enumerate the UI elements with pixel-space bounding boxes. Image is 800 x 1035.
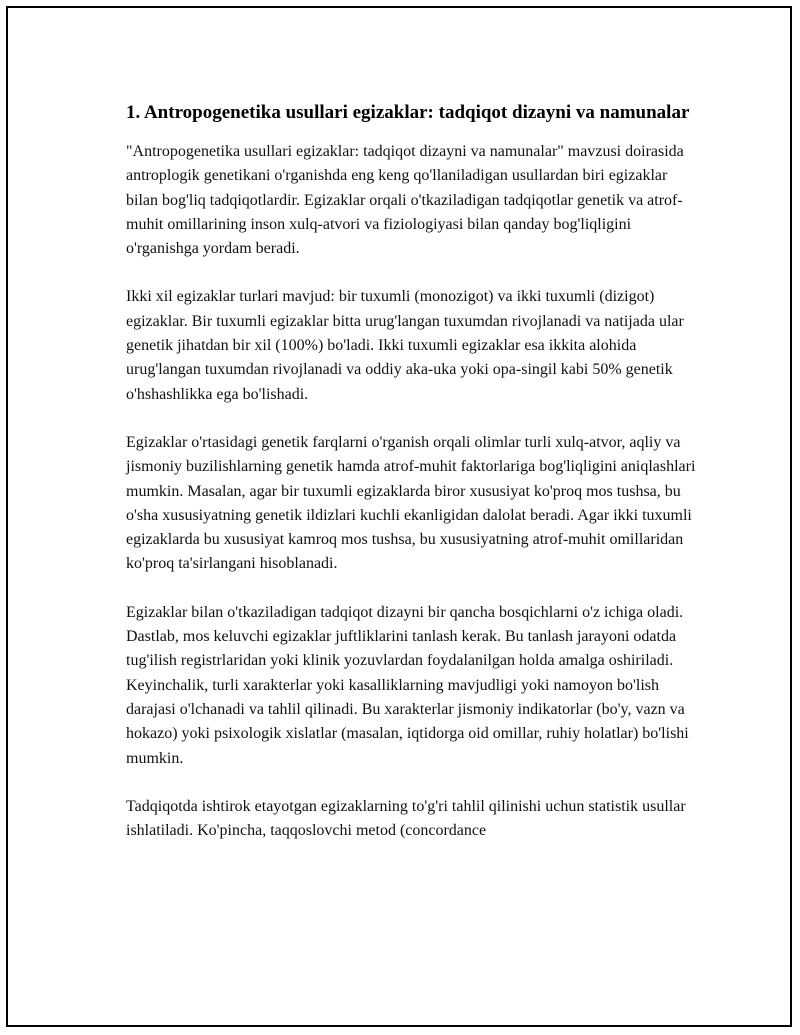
paragraph-intro: "Antropogenetika usullari egizaklar: tadqiqot dizayni va namunalar" mavzusi doirasida antroplogik genetikani o'rganishda eng keng qo'llaniladigan usullardan biri egizaklar bilan bog'liq tadqiqotlardir. Egizaklar orqali o'tkaziladigan tadqiqotlar genetik va atrof-muhit omillarining inson xulq-atvori va fiziologiyasi bilan qanday bog'liqligini o'rganishga yordam beradi. — [126, 143, 684, 258]
section-heading: 1. Antropogenetika usullari egizaklar: tadqiqot dizayni va namunalar — [126, 102, 690, 123]
paragraph-statistical-methods: Tadqiqotda ishtirok etayotgan egizaklarning to'g'ri tahlil qilinishi uchun statistik usullar ishlatiladi. Ko'pincha, taqqoslovchi metod (concordance — [126, 797, 686, 840]
paragraph-study-design: Egizaklar bilan o'tkaziladigan tadqiqot dizayni bir qancha bosqichlarni o'z ichiga oladi. Dastlab, mos keluvchi egizaklar juftliklarini tanlash kerak. Bu tanlash jarayoni odatda tug'ilish registrlaridan yoki klinik yozuvlardan foydalanilgan holda amalga oshiriladi. Keyinchalik, turli xarakterlar yoki kasalliklarning mavjudligi yoki namoyon bo'lish darajasi o'lchanadi va tahlil qilinadi. Bu xarakterlar jismoniy indikatorlar (bo'y, vazn va hokazo) yoki psixologik xislatlar (masalan, iqtidorga oid omillar, ruhiy holatlar) bo'lishi mumkin. — [126, 603, 689, 767]
page-frame — [6, 6, 792, 1027]
paragraph-genetic-differences: Egizaklar o'rtasidagi genetik farqlarni o'rganish orqali olimlar turli xulq-atvor, aqliy va jismoniy buzilishlarning genetik hamda atrof-muhit faktorlariga bog'liqligini aniqlashlari mumkin. Masalan, agar bir tuxumli egizaklarda biror xususiyat ko'proq mos tushsa, bu o'sha xususiyatning genetik ildizlari kuchli ekanligidan dalolat beradi. Agar ikki tuxumli egizaklarda bu xususiyat kamroq mos tushsa, bu xususiyatning atrof-muhit omillaridan ko'proq ta'sirlangani hisoblanadi. — [126, 433, 696, 573]
paragraph-twin-types: Ikki xil egizaklar turlari mavjud: bir tuxumli (monozigot) va ikki tuxumli (dizigot) egizaklar. Bir tuxumli egizaklar bitta urug'langan tuxumdan rivojlanadi va natijada ular genetik jihatdan bir xil (100%) bo'ladi. Ikki tuxumli egizaklar esa ikkita alohida urug'langan tuxumdan rivojlanadi va oddiy aka-uka yoki opa-singil kabi 50% genetik o'hshashlikka ega bo'lishadi. — [126, 288, 684, 403]
document-body — [126, 100, 700, 867]
